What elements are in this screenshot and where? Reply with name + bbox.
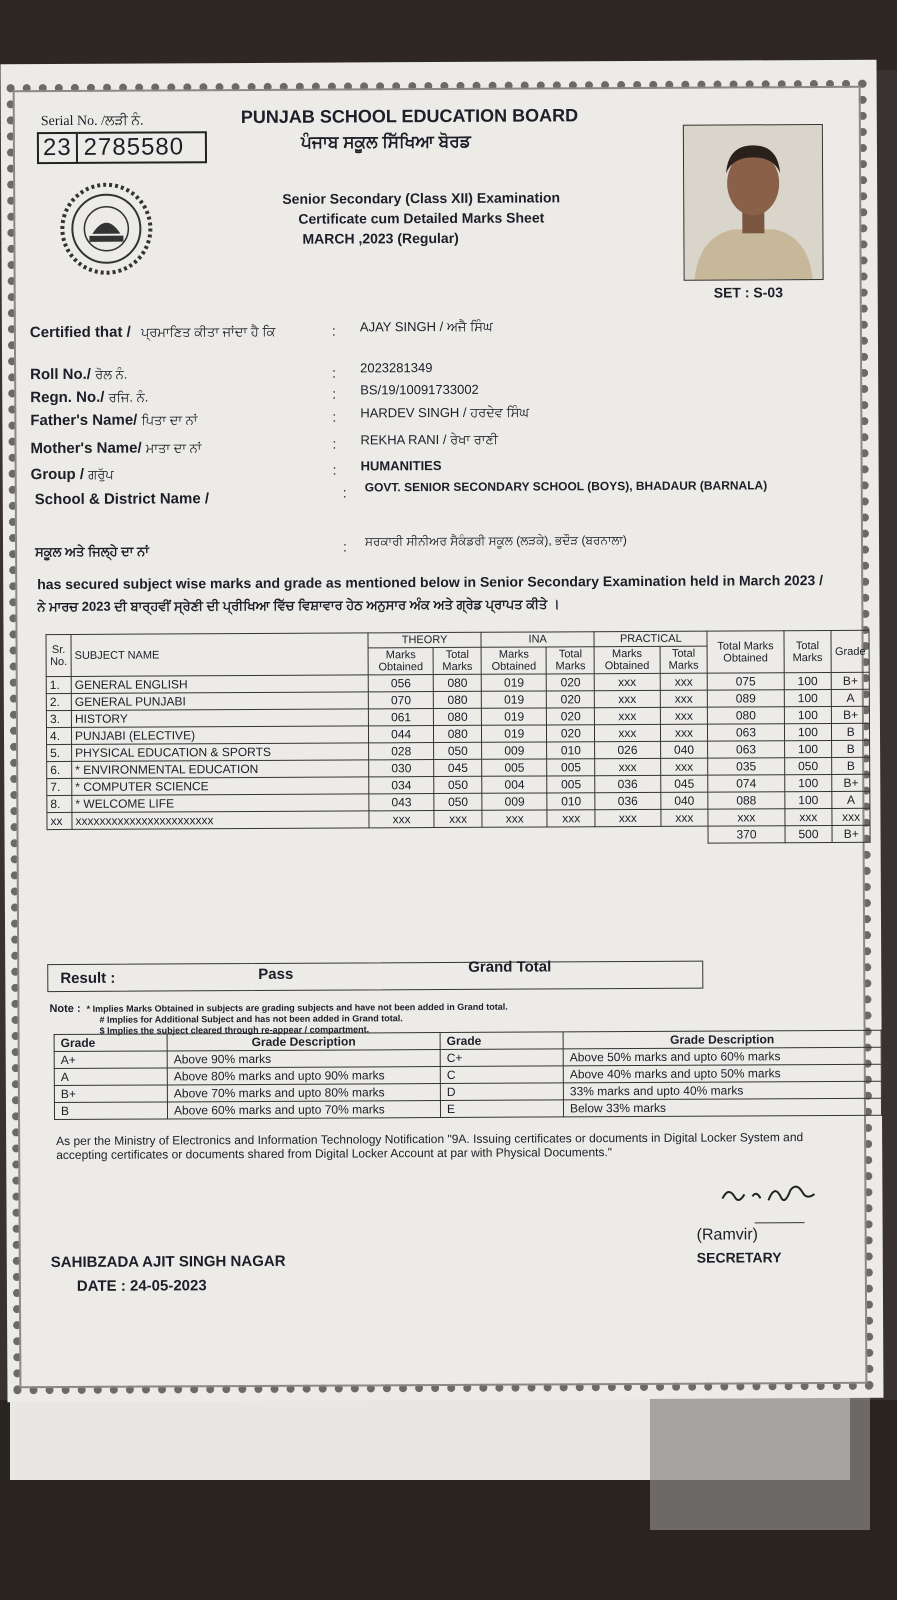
practical-total: xxx <box>660 673 708 690</box>
grade-description: Below 33% marks <box>563 1098 881 1117</box>
total-marks: 100 <box>784 774 832 791</box>
signer-title: SECRETARY <box>696 1249 782 1266</box>
grade-code: C+ <box>440 1049 563 1067</box>
theory-obtained: 030 <box>369 760 434 777</box>
practical-total: xxx <box>660 724 708 741</box>
practical-obtained: xxx <box>595 724 660 741</box>
grade-code: A <box>54 1068 167 1086</box>
practical-total: 040 <box>660 792 708 809</box>
subject-name: PHYSICAL EDUCATION & SPORTS <box>72 743 369 762</box>
header-practical-obtained: Marks Obtained <box>594 646 659 673</box>
statement-punjabi: ਨੇ ਮਾਰਚ 2023 ਦੀ ਬਾਰ੍ਹਵੀਂ ਸ੍ਰੇਣੀ ਦੀ ਪ੍ਰੀਖਿਆ ਵਿੱਚ ਵਿਸ਼ਾਵਾਰ ਹੇਠ ਅਨੁਸਾਰ ਅੰਕ ਅਤੇ ਗ੍ਰੇਡ ਪ੍ਰਾਪਤ ਕੀਤੇ । <box>37 596 560 615</box>
practical-total: xxx <box>660 809 708 826</box>
mother-label: Mother's Name/ ਮਾਤਾ ਦਾ ਨਾਂ <box>30 439 202 458</box>
grade-code: E <box>440 1100 563 1118</box>
result-box <box>47 958 703 992</box>
grade-code: D <box>440 1083 563 1101</box>
theory-total: 050 <box>434 742 482 759</box>
grade-description: 33% marks and upto 40% marks <box>563 1081 881 1100</box>
theory-total: xxx <box>434 810 482 827</box>
grade-description: Above 50% marks and upto 60% marks <box>563 1047 881 1066</box>
grade-description: Above 80% marks and upto 90% marks <box>167 1067 440 1085</box>
student-name: AJAY SINGH / ਅਜੈ ਸਿੰਘ <box>359 318 493 335</box>
notes-heading: Note : <box>49 1002 81 1016</box>
board-name-english: PUNJAB SCHOOL EDUCATION BOARD <box>240 105 579 128</box>
marks-table <box>45 630 870 847</box>
exam-line-2: Certificate cum Detailed Marks Sheet <box>298 209 545 227</box>
board-name-punjabi: ਪੰਜਾਬ ਸਕੂਲ ਸਿੱਖਿਆ ਬੋਰਡ <box>300 131 471 152</box>
practical-obtained: xxx <box>595 758 660 775</box>
plastic-sleeve <box>650 1380 870 1530</box>
ina-total: 020 <box>547 691 595 708</box>
serial-prefix: 23 <box>39 134 78 162</box>
subject-sr: 7. <box>47 778 72 795</box>
practical-obtained: xxx <box>594 673 659 690</box>
grand-total-label: Grand Total <box>468 958 552 976</box>
total-marks: 100 <box>784 740 832 757</box>
theory-obtained: 043 <box>369 794 434 811</box>
photo-image <box>684 125 823 280</box>
grade: B+ <box>832 706 870 723</box>
theory-total: 045 <box>434 759 482 776</box>
total-obtained: 075 <box>708 673 784 690</box>
practical-obtained: xxx <box>595 707 660 724</box>
note-3: $ Implies the subject cleared through re-appear / compartment. <box>99 1024 370 1036</box>
subject-sr: 4. <box>46 727 71 744</box>
total-obtained: 089 <box>708 690 784 707</box>
school-name-punjabi: ਸਰਕਾਰੀ ਸੀਨੀਅਰ ਸੈਕੰਡਰੀ ਸਕੂਲ (ਲੜਕੇ), ਭਦੌੜ (ਬਰਨਾਲਾ) <box>364 533 627 549</box>
marks-table-body <box>46 672 870 829</box>
total-obtained: 063 <box>708 724 784 741</box>
colon: : <box>332 461 337 478</box>
subject-sr: 3. <box>46 710 71 727</box>
result-value: Pass <box>258 965 294 983</box>
ina-total: 005 <box>547 776 595 793</box>
ina-obtained: xxx <box>482 810 547 827</box>
grade-row <box>54 1098 881 1119</box>
theory-total: 080 <box>434 674 482 691</box>
issue-place: SAHIBZADA AJIT SINGH NAGAR <box>50 1252 286 1272</box>
header-practical: PRACTICAL <box>594 631 707 647</box>
subject-name: GENERAL PUNJABI <box>71 692 368 711</box>
practical-obtained: 036 <box>595 792 660 809</box>
father-label: Father's Name/ ਪਿਤਾ ਦਾ ਨਾਂ <box>30 411 198 430</box>
school-name: GOVT. SENIOR SECONDARY SCHOOL (BOYS), BHADAUR (BARNALA) <box>364 478 768 495</box>
practical-total: 045 <box>660 775 708 792</box>
header-ina: INA <box>481 632 594 648</box>
ina-total: 020 <box>547 708 595 725</box>
note-1: * Implies Marks Obtained in subjects are grading subjects and have not been added in Grand total. <box>86 1001 508 1014</box>
subject-sr: 1. <box>46 676 71 693</box>
header-grade: Grade <box>831 630 869 672</box>
practical-obtained: 026 <box>595 741 660 758</box>
grade-code: B+ <box>54 1085 167 1103</box>
grade-desc-header-1: Grade Description <box>167 1033 440 1051</box>
header-theory-total: Total Marks <box>433 647 481 674</box>
exam-line-3: MARCH ,2023 (Regular) <box>302 229 459 247</box>
grand-total-grade: B+ <box>832 825 870 842</box>
total-obtained: xxx <box>708 809 784 826</box>
theory-obtained: 056 <box>368 675 433 692</box>
header-ina-obtained: Marks Obtained <box>481 647 546 674</box>
grade-header-2: Grade <box>440 1032 563 1050</box>
grade-description: Above 70% marks and upto 80% marks <box>167 1084 440 1102</box>
set-code: SET : S-03 <box>713 284 783 301</box>
grade: B <box>832 740 870 757</box>
grade-description: Above 90% marks <box>167 1050 440 1068</box>
grade: A <box>832 791 870 808</box>
practical-total: xxx <box>660 707 708 724</box>
theory-obtained: 044 <box>368 726 433 743</box>
theory-obtained: 034 <box>369 777 434 794</box>
colon: : <box>332 408 337 425</box>
grand-total-marks: 500 <box>785 825 833 842</box>
total-marks: xxx <box>784 808 832 825</box>
grade: xxx <box>832 808 870 825</box>
subject-sr: 5. <box>47 744 72 761</box>
school-label: School & District Name / <box>34 490 210 509</box>
note-2: # Implies for Additional Subject and has not been added in Grand total. <box>99 1013 403 1025</box>
certified-label: Certified that / ਪ੍ਰਮਾਣਿਤ ਕੀਤਾ ਜਾਂਦਾ ਹੈ ਕਿ <box>29 323 276 342</box>
grand-total-row <box>47 825 870 846</box>
ina-obtained: 019 <box>481 691 546 708</box>
colon: : <box>331 322 336 339</box>
total-marks: 100 <box>784 791 832 808</box>
colon: : <box>342 484 347 501</box>
theory-total: 080 <box>434 725 482 742</box>
grade-description: Above 40% marks and upto 50% marks <box>563 1064 881 1083</box>
serial-label: Serial No. /ਲੜੀ ਨੰ. <box>40 113 144 130</box>
theory-obtained: 061 <box>368 709 433 726</box>
certificate <box>1 60 884 1403</box>
header-theory-obtained: Marks Obtained <box>368 648 433 675</box>
signature-icon <box>718 1178 818 1213</box>
theory-obtained: 028 <box>369 743 434 760</box>
subject-name: * ENVIRONMENTAL EDUCATION <box>72 760 369 779</box>
colon: : <box>332 364 337 381</box>
subject-name: xxxxxxxxxxxxxxxxxxxxxxx <box>72 811 369 830</box>
theory-total: 080 <box>434 691 482 708</box>
grade: B+ <box>832 774 870 791</box>
subject-sr: 8. <box>47 795 72 812</box>
total-marks: 050 <box>784 757 832 774</box>
colon: : <box>332 435 337 452</box>
total-obtained: 088 <box>708 792 784 809</box>
ina-obtained: 019 <box>482 725 547 742</box>
mother-name: REKHA RANI / ਰੇਖਾ ਰਾਣੀ <box>360 431 498 448</box>
theory-total: 080 <box>434 708 482 725</box>
subject-name: * WELCOME LIFE <box>72 794 369 813</box>
ina-total: xxx <box>547 810 595 827</box>
group-label: Group / ਗਰੁੱਪ <box>30 465 114 484</box>
header-total-obtained: Total Marks Obtained <box>707 631 783 673</box>
ina-total: 020 <box>547 674 595 691</box>
ina-obtained: 019 <box>482 708 547 725</box>
total-obtained: 063 <box>708 741 784 758</box>
school-label-punjabi: ਸਕੂਲ ਅਤੇ ਜਿਲ੍ਹੇ ਦਾ ਨਾਂ <box>35 543 149 560</box>
total-obtained: 035 <box>708 758 784 775</box>
total-obtained: 080 <box>708 707 784 724</box>
grade-code: B <box>54 1102 167 1120</box>
issue-date: DATE : 24-05-2023 <box>76 1277 207 1295</box>
grand-total-obtained: 370 <box>708 826 784 843</box>
subject-name: HISTORY <box>71 709 368 728</box>
theory-total: 050 <box>434 793 482 810</box>
grade: B <box>832 723 870 740</box>
header-subject: SUBJECT NAME <box>71 633 368 677</box>
colon: : <box>332 385 337 402</box>
practical-obtained: xxx <box>595 690 660 707</box>
ina-total: 005 <box>547 759 595 776</box>
subject-sr: 2. <box>46 693 71 710</box>
subject-name: PUNJABI (ELECTIVE) <box>71 726 368 745</box>
ina-obtained: 005 <box>482 759 547 776</box>
exam-line-1: Senior Secondary (Class XII) Examination <box>282 189 561 207</box>
header-theory: THEORY <box>368 632 481 648</box>
theory-total: 050 <box>434 776 482 793</box>
subject-sr: xx <box>47 812 72 829</box>
board-logo-icon <box>59 182 153 276</box>
ina-total: 010 <box>547 793 595 810</box>
grade-description-table <box>54 1030 882 1120</box>
header-sr: Sr. No. <box>46 634 71 676</box>
grade: A <box>832 689 870 706</box>
theory-obtained: 070 <box>368 692 433 709</box>
practical-total: xxx <box>660 690 708 707</box>
signer-name: (Ramvir) <box>696 1226 759 1244</box>
subject-name: * COMPUTER SCIENCE <box>72 777 369 796</box>
grade-description: Above 60% marks and upto 70% marks <box>167 1101 440 1119</box>
practical-obtained: 036 <box>595 775 660 792</box>
grade-table-body <box>54 1047 881 1119</box>
grade-desc-header-2: Grade Description <box>563 1030 881 1049</box>
meity-notification: As per the Ministry of Electronics and Information Technology Notification "9A. Issuing certificates or documents in Digital Locker System and accepting certificates or documents shared from Digital Locker Account at par with Physical Documents." <box>56 1130 804 1163</box>
total-marks: 100 <box>784 672 832 689</box>
subject-sr: 6. <box>47 761 72 778</box>
result-label: Result : <box>60 969 116 988</box>
ina-obtained: 009 <box>482 793 547 810</box>
regn-label: Regn. No./ ਰਜਿ. ਨੰ. <box>30 388 149 407</box>
practical-total: xxx <box>660 758 708 775</box>
theory-obtained: xxx <box>369 811 434 828</box>
total-marks: 100 <box>784 706 832 723</box>
practical-total: 040 <box>660 741 708 758</box>
roll-label: Roll No./ ਰੋਲ ਨੰ. <box>30 365 128 384</box>
header-practical-total: Total Marks <box>660 646 708 673</box>
ina-total: 010 <box>547 742 595 759</box>
ina-obtained: 004 <box>482 776 547 793</box>
header-ina-total: Total Marks <box>546 647 594 674</box>
father-name: HARDEV SINGH / ਹਰਦੇਵ ਸਿੰਘ <box>360 404 530 421</box>
statement-english: has secured subject wise marks and grade as mentioned below in Senior Secondary Examination held in March 2023 / <box>37 572 824 593</box>
header-total-marks: Total Marks <box>784 630 832 672</box>
student-photo <box>683 124 824 281</box>
exam-title <box>266 187 576 249</box>
registration-number: BS/19/10091733002 <box>360 381 479 398</box>
practical-obtained: xxx <box>595 809 660 826</box>
ina-total: 020 <box>547 725 595 742</box>
ina-obtained: 009 <box>482 742 547 759</box>
total-marks: 100 <box>784 723 832 740</box>
grade: B+ <box>832 672 870 689</box>
total-marks: 100 <box>784 689 832 706</box>
roll-number: 2023281349 <box>360 360 433 376</box>
grade: B <box>832 757 870 774</box>
colon: : <box>342 538 347 555</box>
serial-number-box <box>37 131 207 164</box>
grade-header-1: Grade <box>54 1034 167 1052</box>
subject-name: GENERAL ENGLISH <box>71 675 368 694</box>
grade-code: A+ <box>54 1051 167 1069</box>
grade-code: C <box>440 1066 563 1084</box>
serial-number: 2785580 <box>83 133 185 161</box>
ina-obtained: 019 <box>481 674 546 691</box>
total-obtained: 074 <box>708 775 784 792</box>
group-value: HUMANITIES <box>360 457 442 474</box>
